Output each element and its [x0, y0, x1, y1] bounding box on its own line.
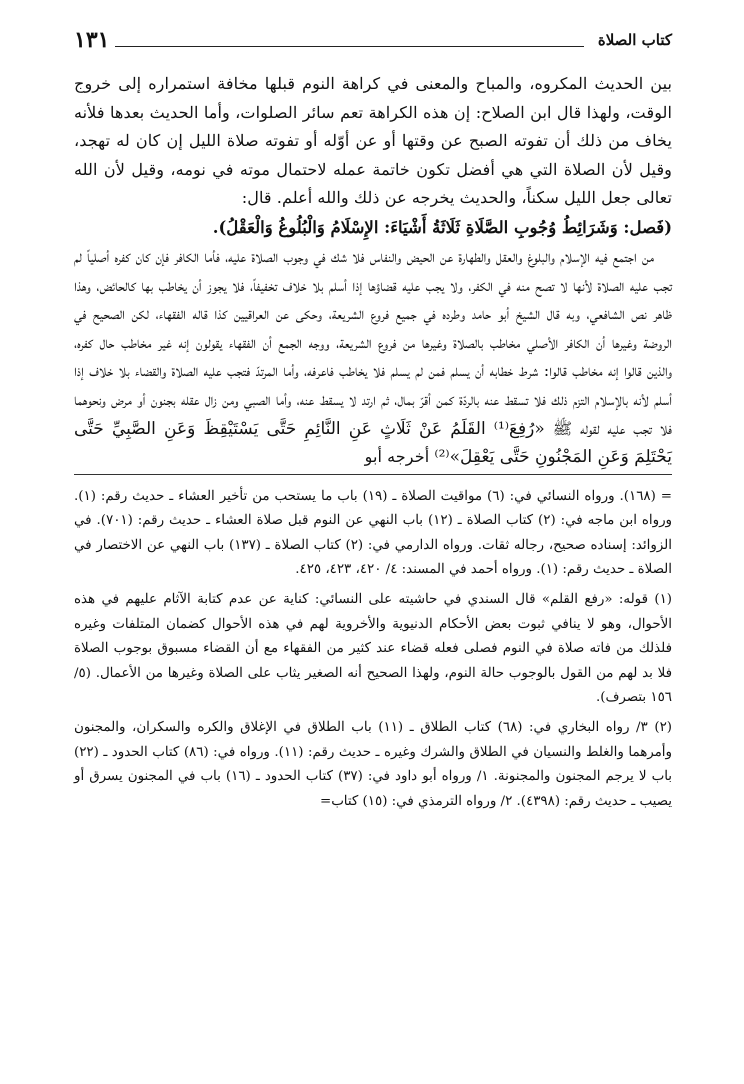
footnote-separator [74, 474, 672, 475]
document-page [74, 20, 672, 1070]
section-heading: (فَصل: وَشَرَائِطُ وُجُوبِ الصَّلَاةِ ثَلَاثَةُ أَشْيَاءَ: الإِسْلَامُ وَالْبُلُوغُ وَالْعَقْلُ). [212, 217, 672, 237]
footnote-2: (٢) ٣/ رواه البخاري في: (٦٨) كتاب الطلاق ـ (١١) باب الطلاق في الإغلاق والكره والسكران، والمجنون وأمرهما والغلط والنسيان في الطلاق والشرك وغيره ـ حديث رقم: (١١). ورواه في: (٨٦) كتاب الحدود ـ (٢٢) باب لا يرجم المجنون والمجنونة. ١/ ورواه أبو داود في: (٣٧) كتاب الحدود ـ (١٦) باب في المجنون يسرق أو يصيب ـ حديث رقم: (٤٣٩٨). ٢/ ورواه الترمذي في: (١٥) كتاب= [74, 720, 673, 809]
paragraph-2-tail: أخرجه أبو [364, 447, 430, 467]
paragraph-2 [74, 243, 672, 472]
paragraph-1: بين الحديث المكروه، والمباح والمعنى في كراهة النوم قبلها مخافة استمراره إلى خروج الوقت، ولهذا قال ابن الصلاح: إن هذه الكراهة تعم سائر الصلوات، وأما الحديث بعدها فلأنه يخاف من ذلك أن تفوته الصبح عن وقتها أو عن أوّله أو تفوته صلاة الليل إن كان له تهجد، وقيل لأن الصلاة التي هي أفضل تكون خاتمة عمله لاحتمال موته في نومه، وقيل لأن الله تعالى جعل الليل سكناً، والحديث يخرجه عن ذلك والله أعلم. قال: [74, 74, 672, 208]
main-text [74, 70, 672, 472]
running-header [74, 20, 672, 60]
footnotes [74, 485, 672, 814]
hadith-quote: «رُفِعَ⁽¹⁾ القَلَمُ عَنْ ثَلَاثٍ عَنِ النَّائِمِ حَتَّى يَسْتَيْقِظَ وَعَنِ الصَّبِيِّ حَتَّى يَحْتَلِمَ وَعَنِ المَجْنُونِ حَتَّى يَعْقِلَ»⁽²⁾ [74, 418, 672, 468]
paragraph-2-text: من اجتمع فيه الإسلام والبلوغ والعقل والطهارة عن الحيض والنفاس فلا شك في وجوب الصلاة عليه، فأما الكافر فإن كان كفره أصلياً لم تجب عليه الصلاة لأنها لا تصح منه في الكفر، ولا يجب عليه قضاؤها إذا أسلم بلا خلاف تخفيفاً، فلا يجوز أن يخاطب بها كالحائض، وهذا ظاهر نص الشافعي، وبه قال الشيخ أبو حامد وطرده في جميع فروع الشريعة، وحكى عن العراقيين كذا قاله الفقهاء، لكن الصحيح في الروضة وغيرها أن الكافر الأصلي مخاطب بالصلاة وغيرها من فروع الشريعة، ووجه الجمع أن الفقهاء يقولون إنه غير مخاطب حال كفره، والذين قالوا إنه مخاطب قالوا: شرط خطابه أن يسلم فمن لم يسلم فلا يخاطب فاعرفه، وأما المرتدّ فتجب عليه الصلاة والقضاء بلا خلاف إذا أسلم لأنه بالإسلام التزم ذلك فلا تسقط عنه بالردّة كمن أقرّ بمال، ثم ارتد لا يسقط عنه، وأما الصبي ومن زال عقله بجنون أو مرض ونحوهما فلا تجب عليه لقوله ﷺ [74, 246, 672, 438]
header-rule [115, 46, 583, 47]
footnote-1: (١) قوله: «رفع القلم» قال السندي في حاشيته على النسائي: كناية عن عدم كتابة الآثام عليهم في هذه الأحوال، وهو لا ينافي ثبوت بعض الأحكام الدنيوية والأخروية لهم في هذه الأحوال كضمان المتلفات وغيره فلذلك من فاته صلاة في النوم فصلى فعله قضاء عند كثير من الفقهاء مع أن القضاء مسبوق بوجوب الصلاة فلا بد لهم من القول بالوجوب حالة النوم، ولهذا الصحيح أنه الصغير يثاب على الصلاة وغيرها من الأعمال. (٥/ ١٥٦ بتصرف). [74, 592, 672, 705]
page-number: ١٣١ [74, 27, 110, 53]
book-title: كتاب الصلاة [597, 31, 672, 49]
footnote-continued: = (١٦٨). ورواه النسائي في: (٦) مواقيت الصلاة ـ (١٩) باب ما يستحب من تأخير العشاء ـ حديث رقم: (١). ورواه ابن ماجه في: (٢) كتاب الصلاة ـ (١٢) باب النهي عن النوم قبل صلاة العشاء ـ حديث رقم: (٧٠١). في الزوائد: إسناده صحيح، رجاله ثقات. ورواه الدارمي في: (٢) كتاب الصلاة ـ (١٣٧) باب النهي عن الاختصار في الصلاة ـ حديث رقم: (١). ورواه أحمد في المسند: ٤/ ٤٢٠، ٤٢٣، ٤٢٥. [74, 488, 673, 577]
